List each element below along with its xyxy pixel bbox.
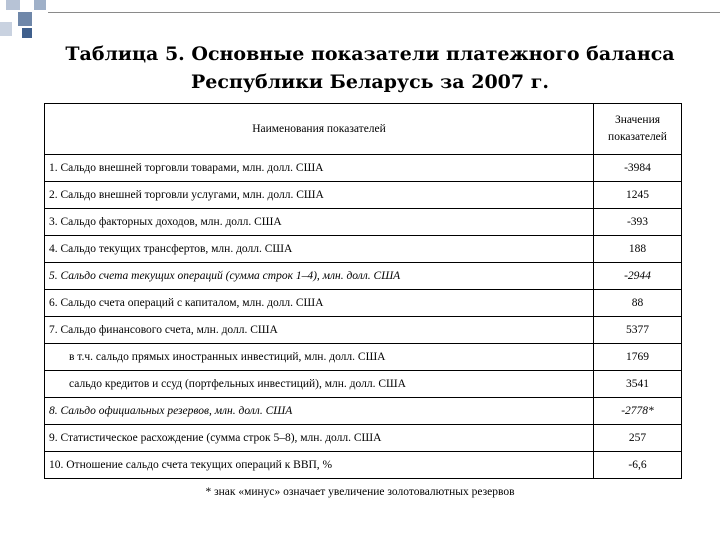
row-value: 188	[594, 236, 682, 263]
table-row	[45, 425, 682, 452]
row-label: 4. Сальдо текущих трансфертов, млн. долл. США	[45, 236, 594, 263]
row-label: 3. Сальдо факторных доходов, млн. долл. США	[45, 209, 594, 236]
table-row	[45, 182, 682, 209]
row-value: 1245	[594, 182, 682, 209]
header-value-line-1: Значения	[614, 114, 661, 126]
deco-square	[34, 0, 46, 10]
row-value: -3984	[594, 155, 682, 182]
row-label: 9. Статистическое расхождение (сумма строк 5–8), млн. долл. США	[45, 425, 594, 452]
table-row	[45, 290, 682, 317]
row-value: -6,6	[594, 452, 682, 479]
title-line-2: Республики Беларусь за 2007 г.	[191, 71, 549, 93]
decorative-squares	[0, 0, 60, 40]
row-label: 7. Сальдо финансового счета, млн. долл. США	[45, 317, 594, 344]
row-label: 5. Сальдо счета текущих операций (сумма строк 1–4), млн. долл. США	[45, 263, 594, 290]
table-row	[45, 263, 682, 290]
row-value: 3541	[594, 371, 682, 398]
deco-square	[18, 12, 32, 26]
deco-square	[6, 0, 20, 10]
table-row	[45, 344, 682, 371]
table-row	[45, 236, 682, 263]
table-row	[45, 155, 682, 182]
slide-title	[60, 40, 680, 96]
row-label: 2. Сальдо внешней торговли услугами, млн. долл. США	[45, 182, 594, 209]
row-value: 257	[594, 425, 682, 452]
top-divider	[48, 12, 720, 13]
deco-square	[0, 22, 12, 36]
table-row	[45, 317, 682, 344]
row-value: 1769	[594, 344, 682, 371]
row-value: 88	[594, 290, 682, 317]
row-value: -393	[594, 209, 682, 236]
row-label: 6. Сальдо счета операций с капиталом, млн. долл. США	[45, 290, 594, 317]
row-value: -2778*	[594, 398, 682, 425]
row-value: 5377	[594, 317, 682, 344]
table-row	[45, 398, 682, 425]
table-header-row	[45, 104, 682, 155]
table-row	[45, 209, 682, 236]
footnote: * знак «минус» означает увеличение золотовалютных резервов	[205, 486, 515, 498]
header-value	[594, 104, 682, 155]
row-label: 8. Сальдо официальных резервов, млн. долл. США	[45, 398, 594, 425]
row-value: -2944	[594, 263, 682, 290]
row-label: в т.ч. сальдо прямых иностранных инвестиций, млн. долл. США	[45, 344, 594, 371]
row-label: 10. Отношение сальдо счета текущих операций к ВВП, %	[45, 452, 594, 479]
row-label: 1. Сальдо внешней торговли товарами, млн. долл. США	[45, 155, 594, 182]
title-line-1: Таблица 5. Основные показатели платежного баланса	[65, 43, 675, 65]
deco-square	[22, 28, 32, 38]
balance-table	[44, 103, 682, 479]
table-row	[45, 371, 682, 398]
row-label: сальдо кредитов и ссуд (портфельных инвестиций), млн. долл. США	[45, 371, 594, 398]
table-row	[45, 452, 682, 479]
header-name: Наименования показателей	[45, 104, 594, 155]
header-value-line-2: показателей	[608, 131, 667, 143]
